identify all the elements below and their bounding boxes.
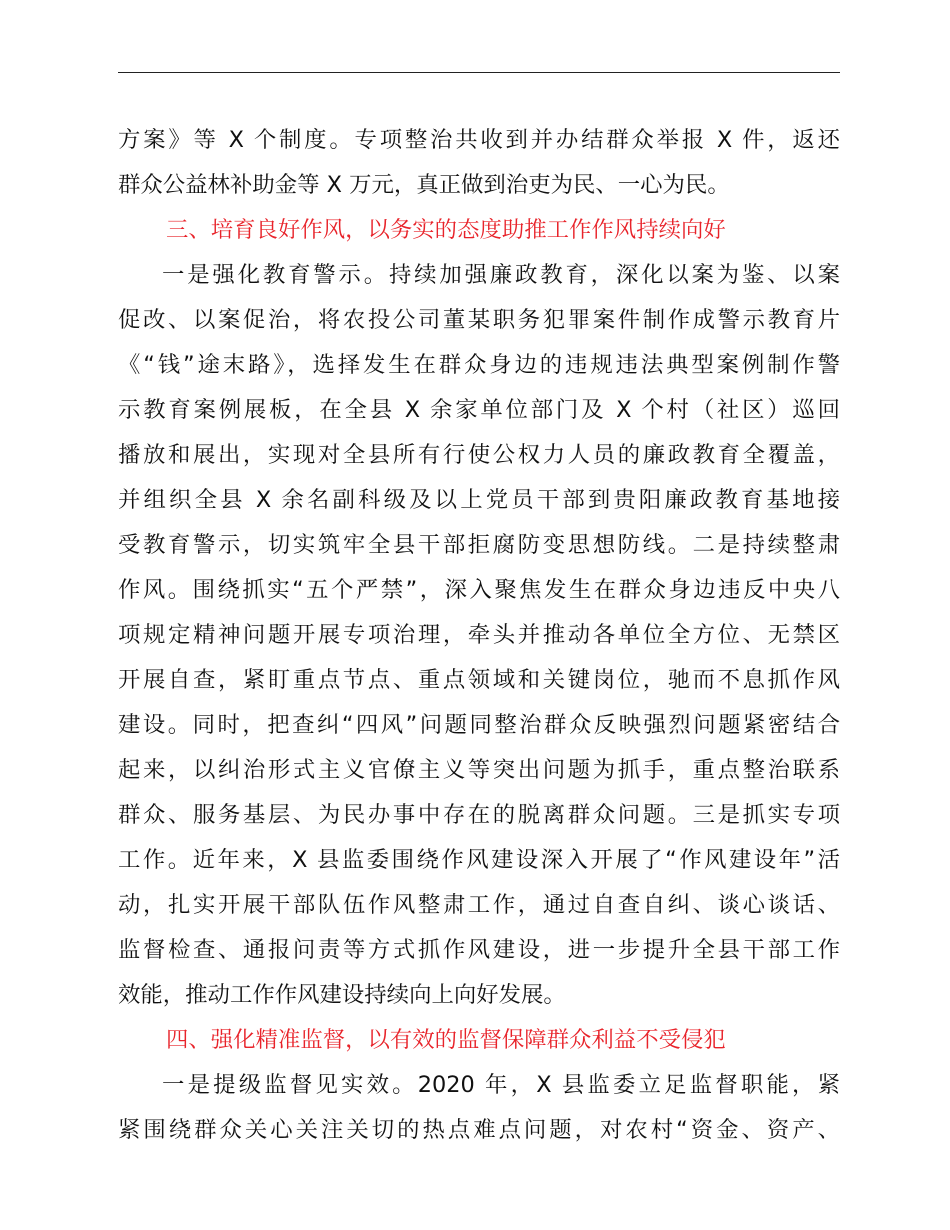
document-body <box>118 118 840 1153</box>
text-line: 《“钱”途末路》，选择发生在群众身边的违规违法典型案例制作警 <box>118 352 840 378</box>
text-line: 并组织全县 X 余名副科级及以上党员干部到贵阳廉政教育基地接 <box>118 487 840 513</box>
text-line: 项规定精神问题开展专项治理，牵头并推动各单位全方位、无禁区 <box>118 622 840 648</box>
text-line: 监督检查、通报问责等方式抓作风建设，进一步提升全县干部工作 <box>118 937 840 963</box>
text-line: 示教育案例展板，在全县 X 余家单位部门及 X 个村（社区）巡回 <box>118 397 840 423</box>
text-line: 促改、以案促治，将农投公司董某职务犯罪案件制作成警示教育片 <box>118 307 840 333</box>
text-line: 紧围绕群众关心关注关切的热点难点问题，对农村“资金、资产、 <box>118 1117 840 1143</box>
text-line: 作风。围绕抓实“五个严禁”，深入聚焦发生在群众身边违反中央八 <box>118 577 840 603</box>
section-heading-3: 三、培育良好作风，以务实的态度助推工作作风持续向好 <box>166 217 726 243</box>
text-line: 方案》等 X 个制度。专项整治共收到并办结群众举报 X 件，返还 <box>118 127 840 153</box>
text-line: 建设。同时，把查纠“四风”问题同整治群众反映强烈问题紧密结合 <box>118 712 840 738</box>
text-line: 开展自查，紧盯重点节点、重点领域和关键岗位，驰而不息抓作风 <box>118 667 840 693</box>
text-line: 群众公益林补助金等 X 万元，真正做到治吏为民、一心为民。 <box>118 172 730 198</box>
text-line: 一是强化教育警示。持续加强廉政教育，深化以案为鉴、以案 <box>162 262 840 288</box>
section-heading-4: 四、强化精准监督，以有效的监督保障群众利益不受侵犯 <box>166 1027 726 1053</box>
header-rule <box>118 72 840 73</box>
text-line: 起来，以纠治形式主义官僚主义等突出问题为抓手，重点整治联系 <box>118 757 840 783</box>
text-line: 受教育警示，切实筑牢全县干部拒腐防变思想防线。二是持续整肃 <box>118 532 840 558</box>
text-line: 工作。近年来，X 县监委围绕作风建设深入开展了“作风建设年”活 <box>118 847 840 873</box>
text-line: 动，扎实开展干部队伍作风整肃工作，通过自查自纠、谈心谈话、 <box>118 892 840 918</box>
text-line: 播放和展出，实现对全县所有行使公权力人员的廉政教育全覆盖， <box>118 442 840 468</box>
text-line: 群众、服务基层、为民办事中存在的脱离群众问题。三是抓实专项 <box>118 802 840 828</box>
text-line: 效能，推动工作作风建设持续向上向好发展。 <box>118 982 566 1008</box>
text-line: 一是提级监督见实效。2020 年，X 县监委立足监督职能，紧 <box>162 1072 840 1098</box>
